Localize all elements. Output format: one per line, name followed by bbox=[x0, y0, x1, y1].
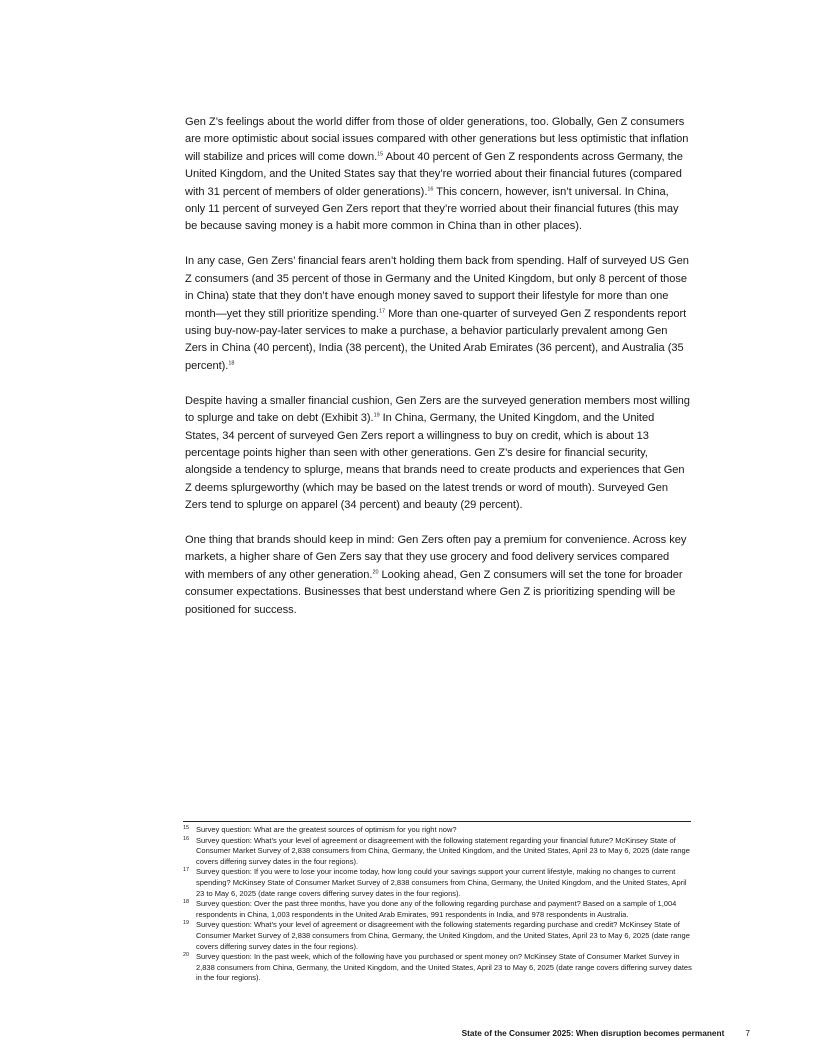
footnote-text: Survey question: If you were to lose your income today, how long could your savings support your current lifestyle, making no changes to current spending? McKinsey State of Consumer Market Survey of 2,838 consumers from China, Germany, the United Kingdom, and the United States, April 23 to May 6, 2025 (date range covers differing survey dates in the four regions). bbox=[196, 867, 687, 898]
text-run: In China, Germany, the United Kingdom, and the United States, 34 percent of surveyed Gen Zers report a willingness to buy on credit, which is about 13 percentage points higher than seen with other generations. Gen Z’s desire for financial security, alongside a tendency to splurge, means that brands need to create products and experiences that Gen Z deems splurgeworthy (which may be based on the latest trends or word of mouth). Surveyed Gen Zers tend to splurge on apparel (34 percent) and beauty (29 percent). bbox=[185, 412, 685, 512]
footnote-number: 16 bbox=[183, 835, 190, 842]
footnote-ref: 19 bbox=[373, 412, 380, 419]
body-text bbox=[185, 114, 691, 637]
text-run: Looking ahead, Gen Z consumers will set the tone for broader consumer expectations. Businesses that best understand where Gen Z is prioritizing spending will be positioned for success. bbox=[185, 568, 683, 616]
footnote-ref: 17 bbox=[379, 307, 386, 314]
footnote-number: 17 bbox=[183, 867, 190, 874]
footnote-text: Survey question: What are the greatest sources of optimism for you right now? bbox=[196, 825, 457, 834]
text-run: This concern, however, isn’t universal. In China, only 11 percent of surveyed Gen Zers report that they’re worried about their financial futures (this may be because saving money is a habit more common in China than in other places). bbox=[185, 185, 679, 233]
paragraph bbox=[185, 532, 691, 619]
footnote bbox=[183, 825, 693, 836]
footnote-number: 20 bbox=[183, 952, 190, 959]
paragraph bbox=[185, 393, 691, 515]
page-number: 7 bbox=[745, 1028, 750, 1038]
footnote bbox=[183, 867, 693, 899]
footnote-number: 18 bbox=[183, 899, 190, 906]
footnote-divider bbox=[183, 821, 691, 822]
footnote-text: Survey question: In the past week, which of the following have you purchased or spent money on? McKinsey State of Consumer Market Survey in 2,838 consumers from China, Germany, the United Kingdom, and the United States, April 23 to May 6, 2025 (date range covers differing survey dates in the four regions). bbox=[196, 952, 692, 983]
page-footer bbox=[462, 1027, 750, 1039]
footnote bbox=[183, 836, 693, 868]
footnote-number: 15 bbox=[183, 825, 190, 831]
text-run: Despite having a smaller financial cushion, Gen Zers are the surveyed generation members most willing to splurge and take on debt (Exhibit 3). bbox=[185, 394, 690, 425]
paragraph bbox=[185, 114, 691, 236]
text-run: One thing that brands should keep in mind: Gen Zers often pay a premium for convenience. Across key markets, a higher share of Gen Zers say that they use grocery and food delivery services compared with members of any other generation. bbox=[185, 534, 687, 581]
footnote-ref: 16 bbox=[427, 185, 434, 192]
text-run: More than one-quarter of surveyed Gen Z respondents report using buy-now-pay-later services to make a purchase, a behavior particularly prevalent among Gen Zers in China (40 percent), India (38 percent), the United Arab Emirates (36 percent), and Australia (35 percent). bbox=[185, 307, 687, 372]
footnote bbox=[183, 920, 693, 952]
text-run: In any case, Gen Zers’ financial fears aren’t holding them back from spending. Half of surveyed US Gen Z consumers (and 35 percent of those in Germany and the United Kingdom, but only 8 percent of those in China) state that they don’t have enough money saved to support their lifestyle for more than one month—yet they still prioritize spending. bbox=[185, 255, 689, 320]
footnotes bbox=[183, 825, 693, 984]
text-run: Gen Z’s feelings about the world differ from those of older generations, too. Globally, Gen Z consumers are more optimistic about social issues compared with other generations but less optimistic that inflation will stabilize and prices will come down. bbox=[185, 116, 689, 163]
footnote-ref: 20 bbox=[372, 569, 379, 576]
footnote-text: Survey question: What’s your level of agreement or disagreement with the following statement regarding your financial future? McKinsey State of Consumer Market Survey of 2,838 consumers from China, Germany, the United Kingdom, and the United States, April 23 to May 6, 2025 (date range covers differing survey dates in the four regions). bbox=[196, 835, 690, 866]
footnote-text: Survey question: What’s your level of agreement or disagreement with the following statements regarding purchase and credit? McKinsey State of Consumer Market Survey of 2,838 consumers from China, Germany, the United Kingdom, and the United States, April 23 to May 6, 2025 (date range covers differing survey dates in the four regions). bbox=[196, 920, 690, 951]
report-title: State of the Consumer 2025: When disruption becomes permanent bbox=[461, 1028, 725, 1038]
text-run: About 40 percent of Gen Z respondents across Germany, the United Kingdom, and the United States say that they’re worried about their financial futures (compared with 31 percent of members of older generations). bbox=[185, 150, 683, 198]
paragraph bbox=[185, 253, 691, 375]
footnote bbox=[183, 952, 693, 984]
footnote-ref: 18 bbox=[228, 360, 235, 367]
footnote-number: 19 bbox=[183, 920, 190, 927]
footnote-ref: 15 bbox=[377, 151, 384, 158]
footnote-text: Survey question: Over the past three months, have you done any of the following regarding purchase and payment? Based on a sample of 1,004 respondents in China, 1,003 respondents in the United Arab Emirates, 991 respondents in India, and 978 respondents in Australia. bbox=[196, 899, 677, 919]
footnote bbox=[183, 899, 693, 920]
